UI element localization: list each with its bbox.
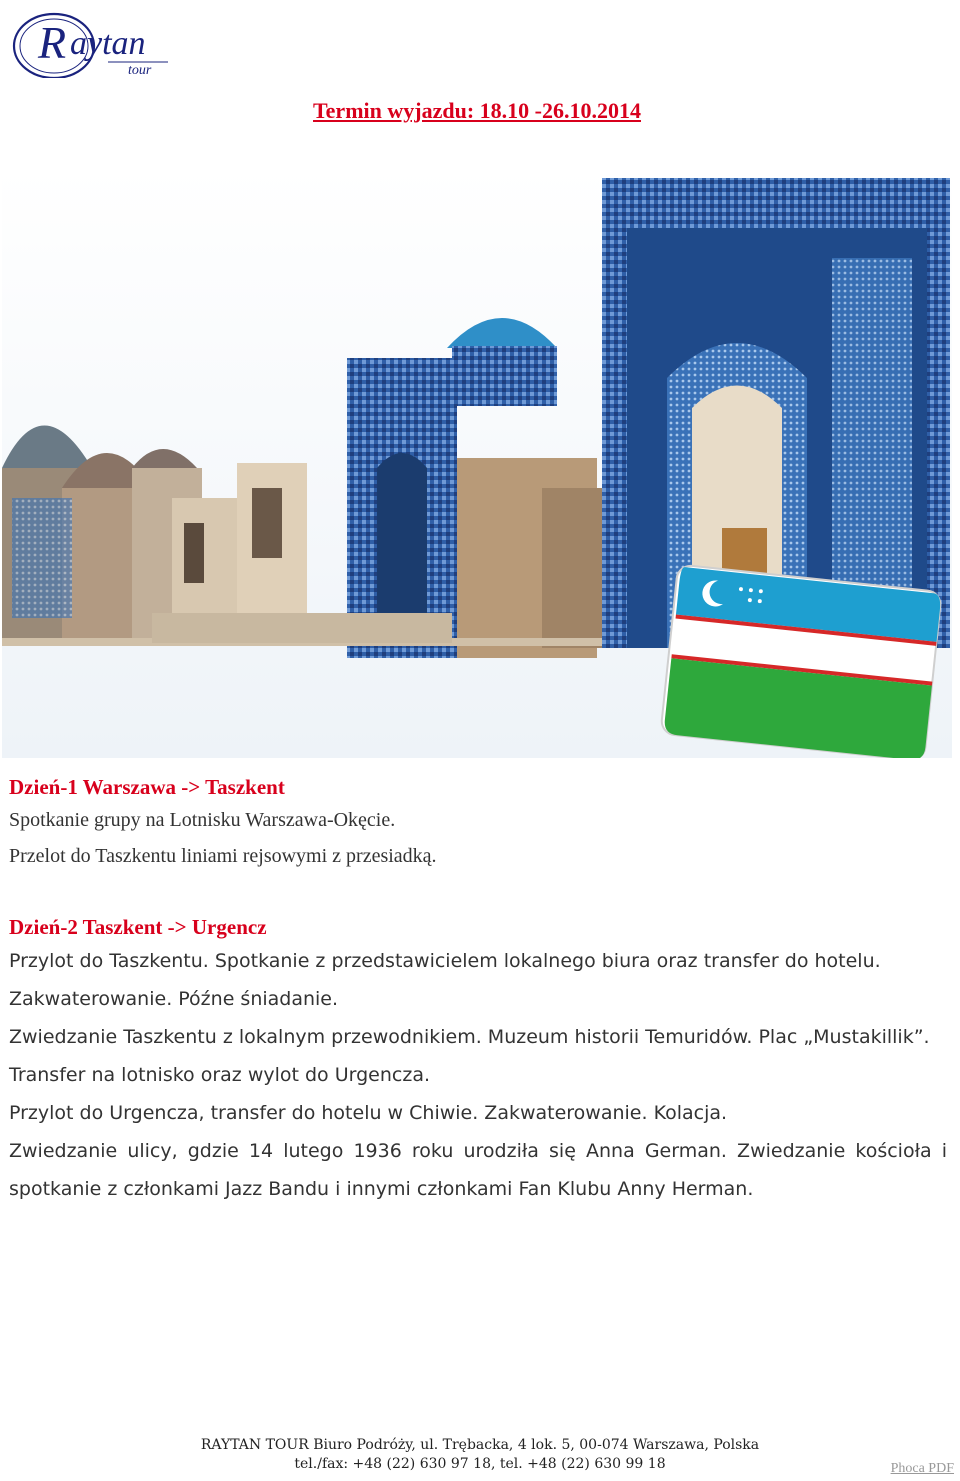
svg-text:tour: tour — [128, 63, 152, 78]
day-2-paragraph-2: Transfer na lotnisko oraz wylot do Urgencza. — [9, 1064, 430, 1086]
footer-phone: tel./fax: +48 (22) 630 97 18, tel. +48 (22) 630 99 18 — [294, 1456, 666, 1472]
trip-date-heading: Termin wyjazdu: 18.10 -26.10.2014 — [313, 98, 641, 123]
page-footer — [0, 1436, 960, 1474]
samarkand-photo — [2, 168, 952, 758]
day-2-title: Dzień-2 Taszkent -> Urgencz — [9, 915, 267, 939]
day-2-paragraph-3: Przylot do Urgencza, transfer do hotelu w Chiwie. Zakwaterowanie. Kolacja. — [9, 1102, 728, 1124]
day-1-line-1: Spotkanie grupy na Lotnisku Warszawa-Okęcie. — [9, 809, 396, 831]
day-2-intro: Przylot do Taszkentu. Spotkanie z przedstawicielem lokalnego biura oraz transfer do hotelu. Zakwaterowanie. Późne śniadanie. — [9, 950, 881, 1010]
day-2-paragraph-1: Zwiedzanie Taszkentu z lokalnym przewodnikiem. Muzeum historii Temuridów. Plac „Mustakillik”. — [9, 1026, 930, 1048]
day-2-paragraph-4: Zwiedzanie ulicy, gdzie 14 lutego 1936 roku urodziła się Anna German. Zwiedzanie kościoła i spotkanie z członkami Jazz Bandu i innymi członkami Fan Klubu Anny Herman. — [9, 1140, 947, 1200]
svg-text:R: R — [38, 17, 67, 68]
phoca-pdf-link[interactable]: Phoca PDF — [890, 1461, 954, 1476]
day-2-section — [9, 912, 947, 1208]
day-1-title: Dzień-1 Warszawa -> Taszkent — [9, 775, 285, 799]
itinerary — [9, 772, 947, 1208]
footer-address: RAYTAN TOUR Biuro Podróży, ul. Trębacka, 4 lok. 5, 00-074 Warszawa, Polska — [200, 1437, 760, 1453]
day-1-line-2: Przelot do Taszkentu liniami rejsowymi z przesiadką. — [9, 845, 437, 867]
raytan-tour-logo — [8, 6, 178, 78]
svg-text:aytan: aytan — [70, 25, 146, 62]
day-1-section — [9, 772, 947, 874]
